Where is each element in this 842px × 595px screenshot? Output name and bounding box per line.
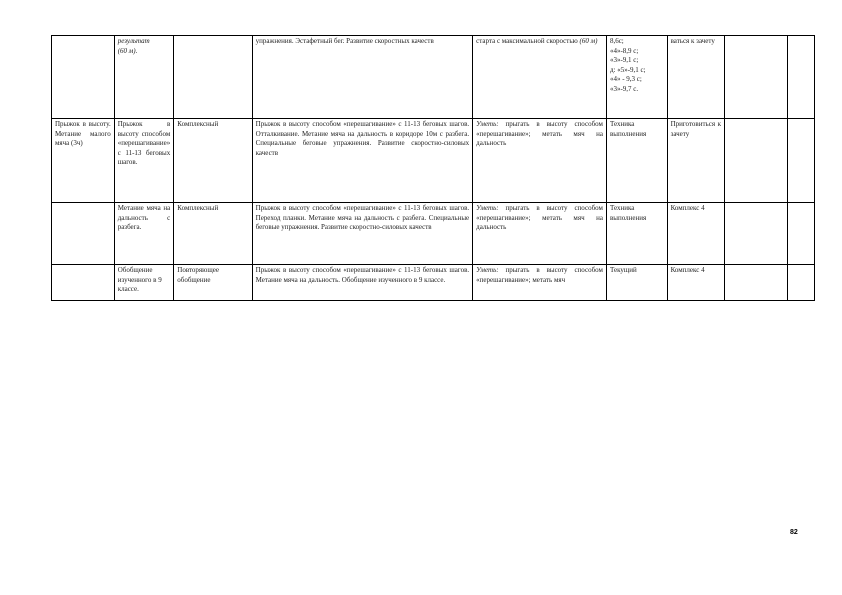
cell-requirements — [473, 203, 607, 265]
cell-content: Прыжок в высоту способом «перешагивание» с 11-13 беговых шагов. Метание мяча на дальность. Обобщение изученного в 9 классе. — [252, 265, 473, 301]
cell-text: прыгать в высоту способом «перешагивание»; метать мяч — [476, 266, 603, 284]
cell-lesson-topic: Метание мяча на дальность с разбега. — [114, 203, 174, 265]
cell-topic — [52, 36, 115, 119]
cell-lesson-topic: Прыжок в высоту способом «перешагивание» с 11-13 беговых шагов. — [114, 119, 174, 203]
cell-date-fact — [787, 119, 814, 203]
lesson-plan-table — [51, 35, 815, 301]
cell-content: упражнения. Эстафетный бег. Развитие скоростных качеств — [252, 36, 473, 119]
cell-requirements — [473, 36, 607, 119]
cell-control: Текущий — [606, 265, 667, 301]
norm-line: «4»-8,9 с; — [609, 46, 639, 55]
cell-label: Уметь: — [476, 204, 499, 212]
table-row — [52, 36, 815, 119]
norm-line: «4» - 9,3 с; — [609, 75, 642, 83]
norm-line: «3»-9,1 с; — [609, 56, 639, 64]
cell-content: Прыжок в высоту способом «перешагивание» с 11-13 беговых шагов. Переход планки. Метание мяча на дальность с разбега. Специальные беговые упражнения. Развитие скоростно-силовых качеств — [252, 203, 473, 265]
cell-text: прыгать в высоту способом «перешагивание»; метать мяч на дальность — [476, 204, 603, 231]
cell-requirements — [473, 265, 607, 301]
cell-content: Прыжок в высоту способом «перешагивание» с 11-13 беговых шагов. Отталкивание. Метание мяча на дальность в коридоре 10м с разбега. Специальные беговые упражнения. Развитие скоростно-силовых качеств — [252, 119, 473, 203]
cell-topic: Прыжок в высоту. Метание малого мяча (3ч) — [52, 119, 115, 203]
cell-lesson-type — [174, 36, 252, 119]
cell-control: Техника выполнения — [606, 203, 667, 265]
table-row — [52, 265, 815, 301]
cell-text: результат — [117, 37, 150, 45]
cell-lesson-type: Комплексный — [174, 203, 252, 265]
page-number: 82 — [790, 529, 798, 536]
cell-lesson-type: Повторяющее обобщение — [174, 265, 252, 301]
cell-label: Уметь: — [476, 266, 499, 274]
cell-lesson-type: Комплексный — [174, 119, 252, 203]
cell-homework: Комплекс 4 — [667, 265, 724, 301]
cell-date — [725, 265, 788, 301]
cell-homework: ваться к зачету — [667, 36, 724, 119]
cell-lesson-topic: Обобщение изученного в 9 классе. — [114, 265, 174, 301]
cell-date-fact — [787, 265, 814, 301]
cell-homework: Комплекс 4 — [667, 203, 724, 265]
cell-date — [725, 203, 788, 265]
cell-requirements — [473, 119, 607, 203]
norm-line: «3»-9,7 с. — [609, 84, 639, 93]
cell-text: (60 м) — [579, 37, 598, 45]
table-row — [52, 203, 815, 265]
cell-date — [725, 36, 788, 119]
cell-topic — [52, 203, 115, 265]
cell-text: прыгать в высоту способом «перешагивание»; метать мяч на дальность — [476, 120, 603, 147]
norm-line: д: «5»-9,1 с; — [609, 65, 646, 74]
norm-line: 8,6с; — [609, 37, 624, 45]
cell-homework: Приготовиться к зачету — [667, 119, 724, 203]
cell-lesson-topic — [114, 36, 174, 119]
cell-label: Уметь: — [476, 120, 499, 128]
cell-date-fact — [787, 36, 814, 119]
cell-topic — [52, 265, 115, 301]
cell-text: старта с максимальной скоростью — [476, 37, 578, 45]
cell-date-fact — [787, 203, 814, 265]
cell-text: (60 м). — [117, 46, 138, 55]
cell-date — [725, 119, 788, 203]
cell-control — [606, 36, 667, 119]
table-row — [52, 119, 815, 203]
cell-control: Техника выполнения — [606, 119, 667, 203]
